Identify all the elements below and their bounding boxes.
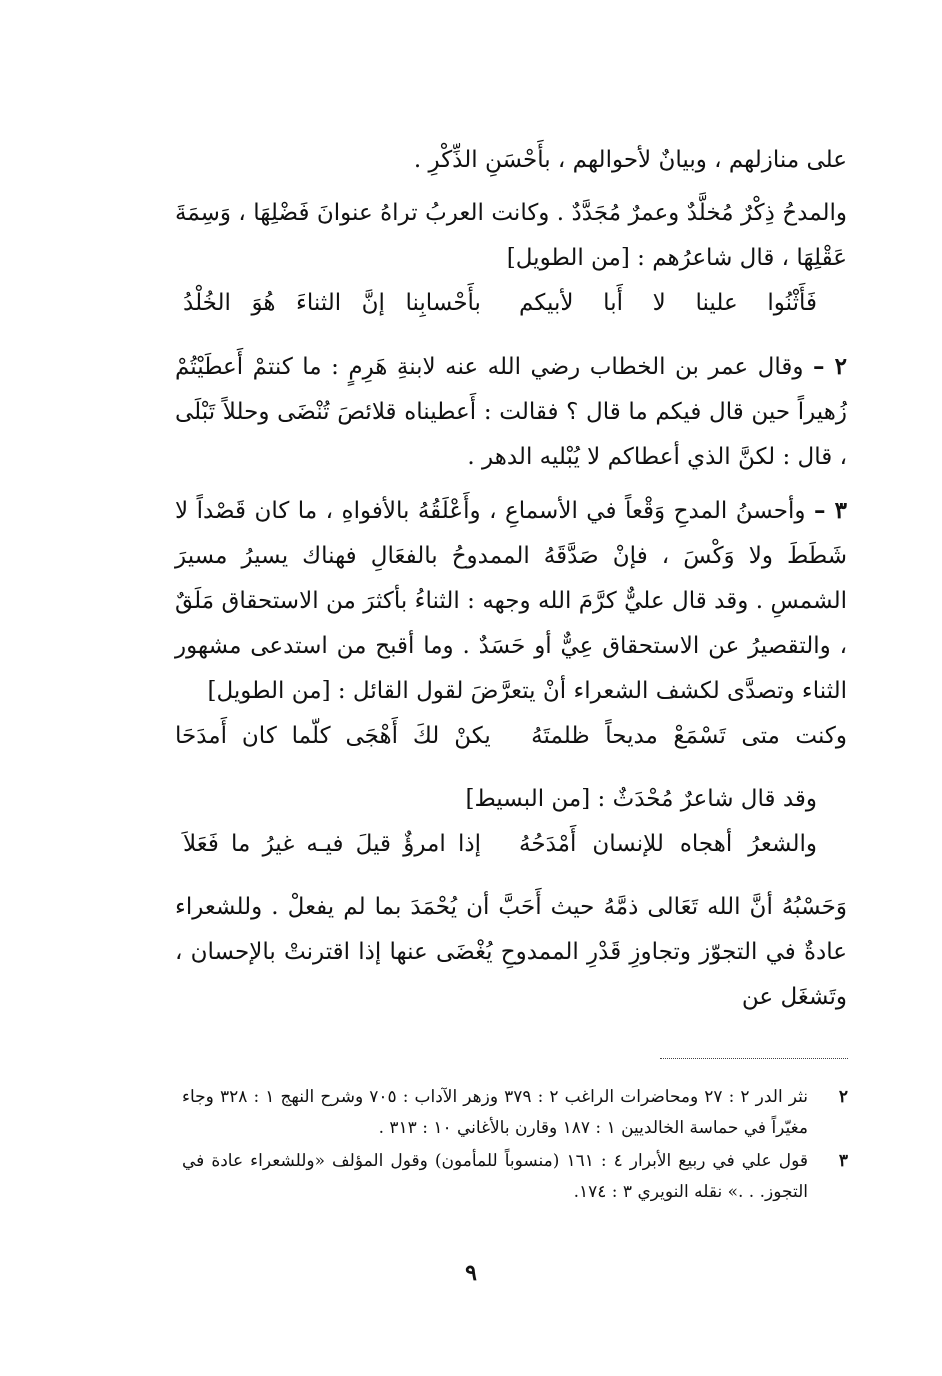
paragraph-4 [175,488,847,714]
paragraph-3-number: ٢ – [812,353,847,380]
footnote [182,1146,848,1208]
paragraph-4-number: ٣ – [813,497,848,524]
verse-1-first-hemistich: فَأَثْنُوا علينا لا أَبا لأبيكم [519,290,817,316]
page-number: ٩ [465,1260,477,1286]
footnote-divider [660,1058,848,1059]
paragraph-4-text: وأحسنُ المدحِ وَقْعاً في الأسماعِ ، وأَعْلَقُهُ بالأفواهِ ، ما كان قَصْداً لا شَطَطَ ولا وَكْسَ ، فإنْ صَدَّقَهُ الممدوحُ بالفعَالِ فهناك يسيرُ مسيرَ الشمسِ . وقد قال عليٌّ كرَّمَ الله وجهه : الثناءُ بأكثرَ من الاستحقاق مَلَقٌ ، والتقصيرُ عن الاستحقاق عِيٌّ أو حَسَدٌ . وما أقبح من استدعى مشهور الثناء وتصدَّى لكشف الشعراء أنْ يتعرَّضَ لقول القائل : [من الطويل] [175,498,847,704]
footnote-number: ٢ [838,1087,848,1107]
footnote [182,1082,848,1144]
paragraph-5: وقد قال شاعرٌ مُحْدَثٌ : [من البسيط] [465,786,817,812]
verse-3-first-hemistich: والشعرُ أهجاه للإنسان أَمْدَحُهُ [519,831,817,857]
paragraph-1: على منازلهم ، وبيانٌ لأحوالهم ، بأَحْسَنِ الذِّكْرِ . [413,147,847,173]
footnotes [182,1082,848,1210]
verse-3 [175,822,847,867]
paragraph-6: وَحَسْبُهُ أنَّ الله تَعَالى ذمَّهُ حيث أَحَبَّ أن يُحْمَدَ بما لم يفعلْ . وللشعراء عادةٌ في التجوّز وتجاوزِ قَدْرِ الممدوحِ يُغْضَى عنها إذا اقترنتْ بالإحسان ، وتَشغَل عن [175,894,847,1010]
paragraph-3 [175,344,847,480]
footnote-number: ٣ [838,1151,848,1171]
footnote-text: قول علي في ربيع الأبرار ٤ : ١٦١ (منسوباً للمأمون) وقول المؤلف «وللشعراء عادة في التجوز. . .» نقله النويري ٣ : ١٧٤. [182,1151,808,1202]
footnote-text: نثر الدر ٢ : ٢٧ ومحاضرات الراغب ٢ : ٣٧٩ وزهر الآداب : ٧٠٥ وشرح النهج ١ : ٣٢٨ وجاء مغيّراً في حماسة الخالديين ١ : ١٨٧ وقارن بالأغاني ١٠ : ٣١٣ . [182,1087,808,1138]
verse-1 [175,281,847,326]
main-text [175,138,847,1020]
verse-3-second-hemistich: إذا امرؤٌ قيلَ فيـه غيرُ ما فَعَلاَ [183,831,481,857]
verse-1-second-hemistich: بأَحْسابِنا إنَّ الثناءَ هُوَ الخُلْدُ [183,290,481,316]
paragraph-2: والمدحُ ذِكْرٌ مُخلَّدٌ وعمرٌ مُجَدَّدٌ . وكانت العربُ تراهُ عنوانَ فَضْلِهَا ، وَسِمَةَ عَقْلِهَا ، قال شاعرُهم : [من الطويل] [175,200,847,271]
paragraph-3-text: وقال عمر بن الخطاب رضي الله عنه لابنةِ هَرِمٍ : ما كنتمْ أَعطَيْتُمْ زُهيراً حين قال فيكم ما قال ؟ فقالت : أَعطيناه قلائصَ تُنْضَى وحللاً تَبْلَى ، قال : لكنَّ الذي أعطاكم لا يُبْليه الدهر . [175,354,847,470]
verse-2-second-hemistich: يكنْ لكَ أَهْجَى كلّما كان أَمدَحَا [175,723,491,749]
verse-2-first-hemistich: وكنت متى تَسْمَعْ مديحاً ظلمتَهُ [531,723,847,749]
verse-2 [175,714,847,759]
